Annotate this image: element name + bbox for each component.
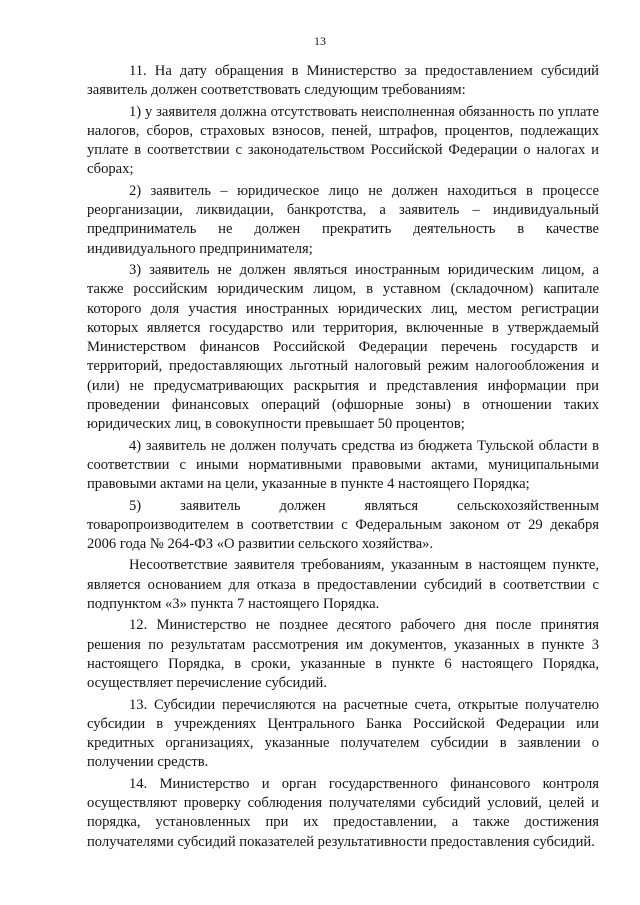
paragraph-11-intro: 11. На дату обращения в Министерство за предоставлением субсидий заявитель должен соответствовать следующим требованиям:: [87, 63, 599, 99]
requirement-2: 2) заявитель – юридическое лицо не должен находиться в процессе реорганизации, ликвидации, банкротства, а заявитель – индивидуальный предприниматель не должен прекратить деятельность в качестве индивидуального предпринимателя;: [87, 182, 599, 257]
requirement-3: 3) заявитель не должен являться иностранным юридическим лицом, а также российским юридическим лицом, в уставном (складочном) капитале которого доля участия иностранных юридических лиц, местом регистрации которых является государство или территория, включенные в утверждаемый Министерством финансов Российской Федерации перечень государств и территорий, предоставляющих льготный налоговый режим налогообложения и (или) не предусматривающих раскрытия и представления информации при проведении финансовых операций (офшорные зоны) в отношении таких юридических лиц, в совокупности превышает 50 процентов;: [87, 261, 599, 433]
paragraph-14: 14. Министерство и орган государственного финансового контроля осуществляют проверку соблюдения получателями субсидий условий, целей и порядка, установленных при их предоставлении, а также достижения получателями субсидий показателей результативности предоставления субсидий.: [87, 775, 599, 850]
document-body: [87, 62, 599, 852]
requirement-5: 5) заявитель должен являться сельскохозяйственным товаропроизводителем в соответствии с Федеральным законом от 29 декабря 2006 года № 264-ФЗ «О развитии сельского хозяйства».: [87, 497, 599, 553]
paragraph-13: 13. Субсидии перечисляются на расчетные счета, открытые получателю субсидии в учреждениях Центрального Банка Российской Федерации или кредитных организациях, указанные получателем субсидии в заявлении о получении средств.: [87, 696, 599, 771]
requirement-4: 4) заявитель не должен получать средства из бюджета Тульской области в соответствии с иными нормативными правовыми актами, муниципальными правовыми актами на цели, указанные в пункте 4 настоящего Порядка;: [87, 437, 599, 493]
paragraph-12: 12. Министерство не позднее десятого рабочего дня после принятия решения по результатам рассмотрения им документов, указанных в пункте 3 настоящего Порядка, в сроки, указанные в пункте 6 настоящего Порядка, осуществляет перечисление субсидий.: [87, 617, 599, 692]
page-number: 13: [314, 34, 326, 48]
noncompliance-clause: Несоответствие заявителя требованиям, указанным в настоящем пункте, является основанием для отказа в предоставлении субсидий в соответствии с подпунктом «3» пункта 7 настоящего Порядка.: [87, 557, 599, 613]
requirement-1: 1) у заявителя должна отсутствовать неисполненная обязанность по уплате налогов, сборов, страховых взносов, пеней, штрафов, процентов, подлежащих уплате в соответствии с законодательством Российской Федерации о налогах и сборах;: [87, 103, 599, 178]
